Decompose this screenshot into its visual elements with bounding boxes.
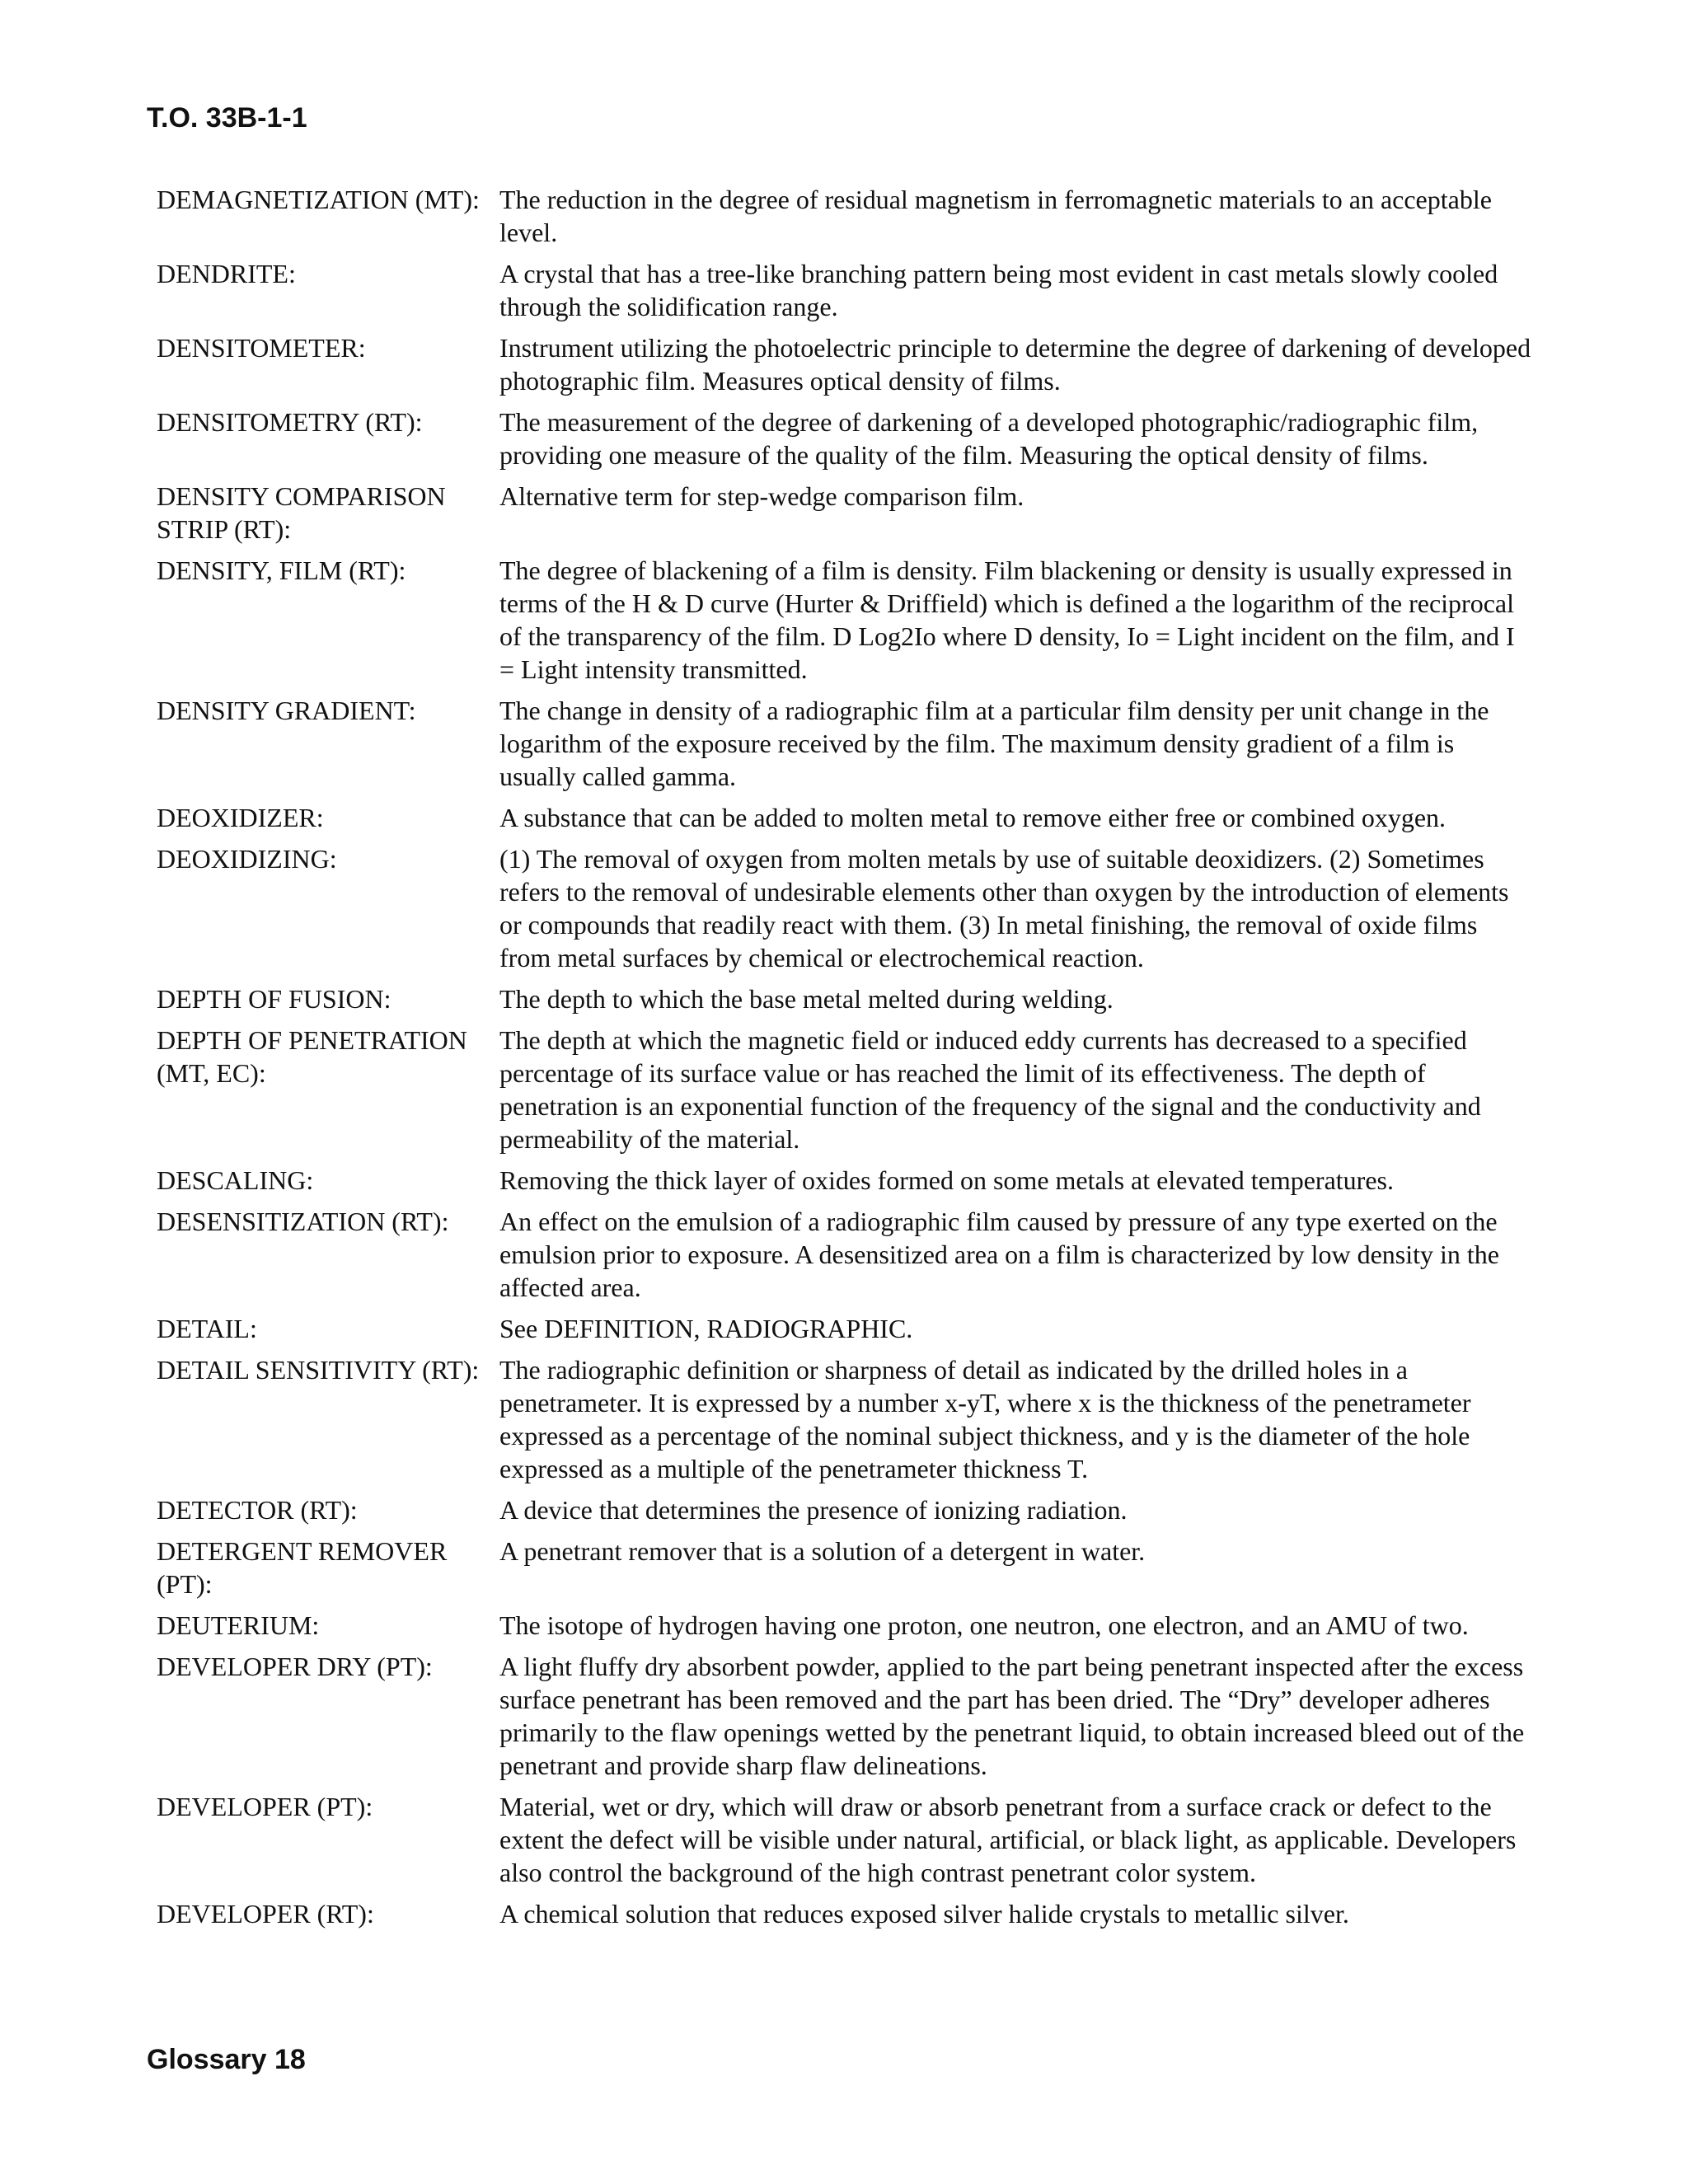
glossary-definition: Instrument utilizing the photoelectric principle to determine the degree of darkening of developed photographic film. Measures optical density of films. bbox=[499, 333, 1531, 396]
glossary-entry bbox=[157, 801, 1533, 834]
glossary-term: DENSITY, FILM (RT): bbox=[157, 555, 406, 585]
glossary-entry bbox=[157, 1164, 1533, 1197]
glossary-definition: The reduction in the degree of residual magnetism in ferromagnetic materials to an acceptable level. bbox=[499, 185, 1492, 247]
glossary-entry bbox=[157, 1493, 1533, 1526]
glossary-term: DENSITY GRADIENT: bbox=[157, 696, 416, 725]
glossary-entry bbox=[157, 1312, 1533, 1345]
glossary-entry bbox=[157, 554, 1533, 686]
glossary-term: DESENSITIZATION (RT): bbox=[157, 1207, 449, 1236]
glossary-term: DETERGENT REMOVER (PT): bbox=[157, 1536, 448, 1599]
glossary-entry bbox=[157, 1353, 1533, 1485]
glossary-term: DETAIL: bbox=[157, 1314, 257, 1343]
glossary-definition: Material, wet or dry, which will draw or absorb penetrant from a surface crack or defect to the extent the defect will be visible under natural, artificial, or black light, as applicable. Developers also control the background of the high contrast penetrant color system. bbox=[499, 1792, 1517, 1887]
glossary-entry bbox=[157, 1205, 1533, 1304]
glossary-term: DEPTH OF PENETRATION (MT, EC): bbox=[157, 1025, 467, 1088]
glossary-definition: A light fluffy dry absorbent powder, applied to the part being penetrant inspected after the excess surface penetrant has been removed and the part has been dried. The “Dry” developer adheres primarily to the flaw openings wetted by the penetrant liquid, to obtain increased bleed out of the penetrant and provide sharp flaw delineations. bbox=[499, 1652, 1525, 1780]
glossary-entry bbox=[157, 982, 1533, 1015]
glossary-entry bbox=[157, 1790, 1533, 1889]
glossary-definition: The change in density of a radiographic film at a particular film density per unit change in the logarithm of the exposure received by the film. The maximum density gradient of a film is usually called gamma. bbox=[499, 696, 1489, 791]
glossary-term: DEUTERIUM: bbox=[157, 1610, 320, 1640]
glossary-entry bbox=[157, 1609, 1533, 1642]
glossary-definition: See DEFINITION, RADIOGRAPHIC. bbox=[499, 1314, 913, 1343]
glossary-term: DENSITOMETRY (RT): bbox=[157, 407, 423, 437]
glossary-definition: A device that determines the presence of ionizing radiation. bbox=[499, 1495, 1128, 1525]
glossary-term: DEOXIDIZER: bbox=[157, 803, 324, 832]
glossary-term: DEPTH OF FUSION: bbox=[157, 984, 392, 1014]
glossary-entry bbox=[157, 842, 1533, 974]
glossary-term: DETAIL SENSITIVITY (RT): bbox=[157, 1355, 480, 1385]
glossary-definition: A penetrant remover that is a solution of a detergent in water. bbox=[499, 1536, 1146, 1566]
glossary-entry bbox=[157, 1535, 1533, 1601]
glossary-definition: The measurement of the degree of darkening of a developed photographic/radiographic film, providing one measure of the quality of the film. Measuring the optical density of films. bbox=[499, 407, 1479, 470]
glossary-entry bbox=[157, 1650, 1533, 1782]
glossary-entry bbox=[157, 1897, 1533, 1930]
glossary-definition: A substance that can be added to molten metal to remove either free or combined oxygen. bbox=[499, 803, 1447, 832]
glossary-term: DESCALING: bbox=[157, 1165, 314, 1195]
glossary-term: DEMAGNETIZATION (MT): bbox=[157, 185, 480, 214]
glossary-definition: The degree of blackening of a film is density. Film blackening or density is usually expressed in terms of the H & D curve (Hurter & Driffield) which is defined a the logarithm of the reciprocal of the transparency of the film. D Log2Io where D density, Io = Light incident on the film, and I = Light intensity transmitted. bbox=[499, 555, 1515, 684]
glossary-entry bbox=[157, 405, 1533, 471]
glossary-entry bbox=[157, 331, 1533, 397]
glossary-definition: The isotope of hydrogen having one proton, one neutron, one electron, and an AMU of two. bbox=[499, 1610, 1469, 1640]
glossary-term: DENSITOMETER: bbox=[157, 333, 366, 363]
glossary-term: DETECTOR (RT): bbox=[157, 1495, 358, 1525]
glossary-term: DENDRITE: bbox=[157, 259, 296, 288]
glossary-definition: Removing the thick layer of oxides formed on some metals at elevated temperatures. bbox=[499, 1165, 1394, 1195]
glossary-definition: The depth to which the base metal melted during welding. bbox=[499, 984, 1114, 1014]
glossary-term: DEVELOPER DRY (PT): bbox=[157, 1652, 433, 1681]
glossary-entry bbox=[157, 183, 1533, 249]
glossary-entry bbox=[157, 257, 1533, 323]
glossary-entry bbox=[157, 1024, 1533, 1155]
glossary-term: DEVELOPER (RT): bbox=[157, 1899, 374, 1929]
glossary-term: DENSITY COMPARISON STRIP (RT): bbox=[157, 481, 446, 544]
glossary-term: DEVELOPER (PT): bbox=[157, 1792, 373, 1821]
glossary-definition: A crystal that has a tree-like branching pattern being most evident in cast metals slowly cooled through the solidification range. bbox=[499, 259, 1498, 321]
glossary-definition: Alternative term for step-wedge comparison film. bbox=[499, 481, 1025, 511]
glossary-entry bbox=[157, 480, 1533, 546]
glossary-definition: (1) The removal of oxygen from molten metals by use of suitable deoxidizers. (2) Sometimes refers to the removal of undesirable elements other than oxygen by the introduction of elements or compounds that readily react with them. (3) In metal finishing, the removal of oxide films from metal surfaces by chemical or electrochemical reaction. bbox=[499, 844, 1509, 972]
page-number-footer: Glossary 18 bbox=[147, 2044, 306, 2075]
glossary-definition: An effect on the emulsion of a radiographic film caused by pressure of any type exerted on the emulsion prior to exposure. A desensitized area on a film is characterized by low density in the affected area. bbox=[499, 1207, 1499, 1302]
glossary-definition: The depth at which the magnetic field or induced eddy currents has decreased to a specified percentage of its surface value or has reached the limit of its effectiveness. The depth of penetration is an exponential function of the frequency of the signal and the conductivity and permeability of the material. bbox=[499, 1025, 1481, 1154]
glossary-entry bbox=[157, 694, 1533, 793]
glossary-definition: The radiographic definition or sharpness of detail as indicated by the drilled holes in a penetrameter. It is expressed by a number x-yT, where x is the thickness of the penetrameter expressed as a percentage of the nominal subject thickness, and y is the diameter of the hole expressed as a multiple of the penetrameter thickness T. bbox=[499, 1355, 1471, 1483]
document-id-header: T.O. 33B-1-1 bbox=[147, 102, 307, 134]
glossary-term: DEOXIDIZING: bbox=[157, 844, 337, 874]
glossary-list bbox=[157, 183, 1533, 1938]
glossary-definition: A chemical solution that reduces exposed silver halide crystals to metallic silver. bbox=[499, 1899, 1349, 1929]
